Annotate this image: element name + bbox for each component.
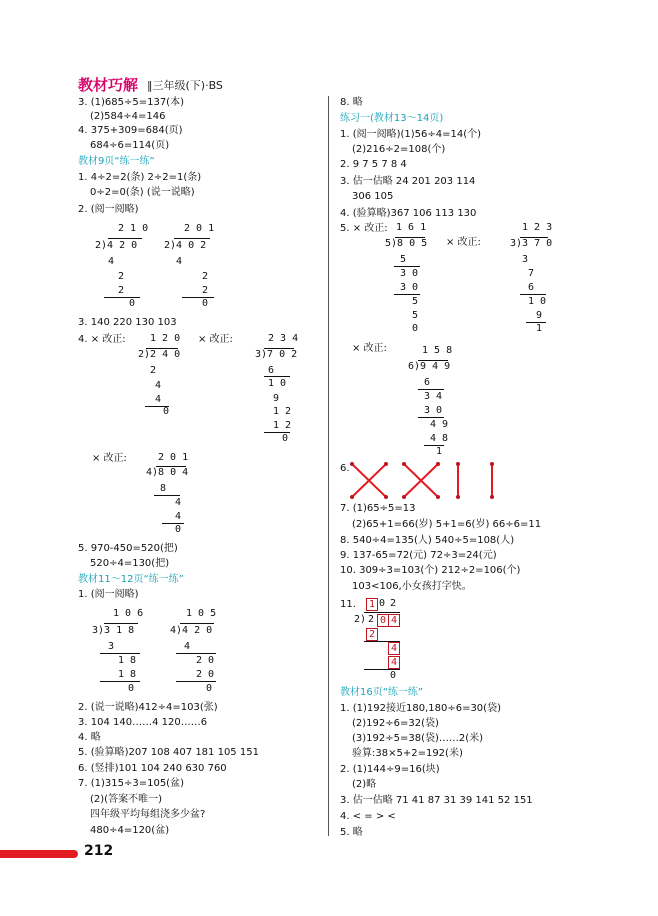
cross-figure-1 [350, 462, 388, 499]
step: 6 [268, 365, 275, 376]
step: 4 [176, 256, 183, 267]
rule [154, 495, 180, 496]
right-line-23: 3. 估一估略 71 41 87 31 39 141 52 151 [340, 795, 533, 806]
step: 3 [108, 641, 115, 652]
rule [520, 294, 546, 295]
section-heading-p11: 教材11～12页“练一练” [78, 574, 184, 585]
division-bar [104, 623, 138, 624]
step: 1 0 [528, 296, 547, 307]
remainder: 1 [536, 323, 543, 334]
rule [418, 417, 444, 418]
division-bar [174, 238, 210, 239]
step: 4 [108, 256, 115, 267]
cross-figure-2 [402, 462, 440, 499]
left-line-18: 7. (1)315÷3=105(盆) [78, 778, 184, 789]
remainder: 0 [175, 524, 182, 535]
left-line-13: 2. (说一说略)412÷4=103(张) [78, 702, 218, 713]
step: 2 [202, 285, 209, 296]
dividend: 3)3 7 0 [510, 238, 553, 249]
step: 4 [175, 511, 182, 522]
page-number: 212 [84, 843, 114, 859]
rule [100, 653, 140, 654]
quotient: 1 2 3 [522, 222, 553, 233]
quotient: 1 0 6 [113, 608, 144, 619]
right-line-16: 11. [340, 599, 356, 610]
step: 7 [528, 268, 535, 279]
wrong-mark-2: × 改正: [198, 334, 233, 345]
step: 4 [155, 394, 162, 405]
left-line-19: (2)(答案不唯一) [90, 794, 162, 805]
right-line-11: (2)65+1=66(岁) 5+1=6(岁) 66÷6=11 [352, 519, 542, 530]
step: 5 [400, 254, 407, 265]
remainder: 1 [436, 446, 443, 457]
step: 1 8 [118, 669, 137, 680]
step: 3 4 [424, 391, 443, 402]
left-line-11: 520÷4=130(把) [90, 558, 170, 569]
step: 1 2 [273, 406, 292, 417]
step: 2 0 [196, 655, 215, 666]
dividend: 4)4 2 0 [170, 625, 213, 636]
right-line-25: 5. 略 [340, 827, 363, 838]
column-divider [328, 96, 329, 836]
step: 4 [175, 497, 182, 508]
left-line-10: 5. 970-450=520(把) [78, 543, 178, 554]
quotient: 2 3 4 [268, 333, 299, 344]
left-line-9: 4. × 改正: [78, 334, 126, 345]
step: 3 0 [424, 405, 443, 416]
division-bar [364, 612, 400, 613]
rule [394, 294, 420, 295]
filled-digit: 1 [366, 598, 378, 611]
book-title: 教材巧解 [78, 76, 139, 94]
step: 1 8 [118, 655, 137, 666]
filled-digit: 2 [366, 628, 378, 641]
dividend: 3)3 1 8 [92, 625, 135, 636]
left-line-12: 1. (阅一阅略) [78, 589, 139, 600]
step: 9 [273, 393, 280, 404]
remainder: 0 [206, 683, 213, 694]
step: 6 [528, 282, 535, 293]
line-drawing-figures [346, 460, 506, 502]
step: 3 0 [400, 268, 419, 279]
remainder: 0 [282, 433, 289, 444]
step: 4 9 [430, 419, 449, 430]
section-heading-p16: 教材16页“练一练” [340, 687, 424, 698]
step: 2 0 [196, 669, 215, 680]
quotient: 2 0 1 [158, 452, 189, 463]
left-line-1: 3. (1)685÷5=137(本) [78, 97, 184, 108]
right-line-15: 103<106,小女孩打字快。 [352, 581, 472, 592]
remainder: 0 [163, 406, 170, 417]
rule [264, 376, 290, 377]
right-line-22: (2)略 [352, 779, 377, 790]
right-line-13: 9. 137-65=72(元) 72÷3=24(元) [340, 550, 497, 561]
right-line-24: 4. < = > < [340, 811, 396, 822]
right-line-3: (2)216÷2=108(个) [352, 144, 446, 155]
filled-digit: 4 [388, 656, 400, 669]
rule [176, 653, 216, 654]
step: 2 [202, 271, 209, 282]
right-line-19: (3)192÷5=38(袋)……2(米) [352, 733, 484, 744]
right-line-4: 2. 9 7 5 7 8 4 [340, 159, 407, 170]
wrong-mark-5b: × 改正: [446, 237, 481, 248]
step: 4 8 [430, 433, 449, 444]
quotient: 1 2 0 [150, 333, 181, 344]
remainder: 0 [202, 298, 209, 309]
left-line-20: 四年级平均每组浇多少盆? [90, 809, 206, 820]
left-line-8: 3. 140 220 130 103 [78, 317, 177, 328]
remainder: 0 [390, 670, 397, 681]
rule [394, 266, 420, 267]
step: 4 [184, 641, 191, 652]
right-line-1: 8. 略 [340, 97, 363, 108]
left-line-5: 1. 4÷2=2(条) 2÷2=1(条) [78, 172, 202, 183]
dividend: 5)8 0 5 [385, 238, 428, 249]
step: 3 0 [400, 282, 419, 293]
dividend: 4)8 0 4 [146, 467, 189, 478]
dividend: 3)7 0 2 [255, 349, 298, 360]
dividend: 2)4 2 0 [95, 240, 138, 251]
footer-accent-bar [0, 850, 78, 858]
quotient: 2 0 1 [184, 223, 215, 234]
left-line-6: 0÷2=0(条) (说一说略) [90, 187, 195, 198]
division-bar [180, 623, 214, 624]
step: 3 [522, 254, 529, 265]
right-line-20: 验算:38×5+2=192(米) [352, 748, 463, 759]
division-bar [108, 238, 142, 239]
right-line-17: 1. (1)192接近180,180÷6=30(袋) [340, 703, 501, 714]
right-line-6: 306 105 [352, 191, 394, 202]
step: 8 [160, 483, 167, 494]
step: 2 [118, 285, 125, 296]
right-line-5: 3. 估一估略 24 201 203 114 [340, 176, 476, 187]
right-line-12: 8. 540÷4=135(人) 540÷5=108(人) [340, 535, 515, 546]
digit: 2 [368, 614, 375, 625]
right-line-10: 7. (1)65÷5=13 [340, 503, 416, 514]
left-line-15: 4. 略 [78, 732, 101, 743]
step: 9 [536, 310, 543, 321]
digit: 2 [390, 598, 397, 609]
digit: 0 [379, 598, 386, 609]
quotient: 1 0 5 [186, 608, 217, 619]
right-line-9: 6. [340, 463, 350, 474]
filled-digit: 4 [388, 614, 400, 627]
dividend: 2)2 4 0 [138, 349, 181, 360]
divisor: 2) [354, 614, 367, 625]
rule [418, 389, 444, 390]
section-heading-p9: 教材9页“练一练” [78, 156, 155, 167]
filled-digit: 0 [377, 614, 389, 627]
step: 5 [412, 310, 419, 321]
left-line-3: 4. 375+309=684(页) [78, 125, 183, 136]
remainder: 0 [412, 323, 419, 334]
right-line-2: 1. (阅一阅略)(1)56÷4=14(个) [340, 129, 482, 140]
step: 2 [118, 271, 125, 282]
rule [100, 681, 140, 682]
left-line-17: 6. (竖排)101 104 240 630 760 [78, 763, 227, 774]
dividend: 2)4 0 2 [164, 240, 207, 251]
section-heading-exercise1: 练习一(教材13～14页) [340, 113, 444, 124]
filled-digit: 4 [388, 642, 400, 655]
quotient: 1 6 1 [396, 222, 427, 233]
left-line-21: 480÷4=120(盆) [90, 825, 170, 836]
right-line-7: 4. (验算略)367 106 113 130 [340, 208, 477, 219]
quotient: 1 5 8 [422, 345, 453, 356]
left-line-14: 3. 104 140……4 120……6 [78, 717, 208, 728]
wrong-mark-6: × 改正: [352, 343, 387, 354]
remainder: 0 [128, 683, 135, 694]
step: 1 2 [273, 420, 292, 431]
right-line-8: 5. × 改正: [340, 223, 388, 234]
book-subtitle: ‖三年级(下)·BS [147, 79, 223, 92]
right-line-18: (2)192÷6=32(袋) [352, 718, 439, 729]
step: 1 0 [268, 378, 287, 389]
rule [182, 297, 214, 298]
step: 4 [155, 380, 162, 391]
right-line-14: 10. 309÷3=103(个) 212÷2=106(个) [340, 565, 521, 576]
left-line-2: (2)584÷4=146 [90, 111, 166, 122]
parallel-figure [456, 462, 494, 499]
remainder: 0 [129, 298, 136, 309]
wrong-mark-3: × 改正: [92, 453, 127, 464]
dividend: 6)9 4 9 [408, 361, 451, 372]
left-line-4: 684÷6=114(页) [90, 140, 170, 151]
step: 6 [424, 377, 431, 388]
quotient: 2 1 0 [118, 223, 149, 234]
rule [176, 681, 216, 682]
left-line-7: 2. (阅一阅略) [78, 204, 139, 215]
step: 2 [150, 365, 157, 376]
step: 5 [412, 296, 419, 307]
right-line-21: 2. (1)144÷9=16(块) [340, 764, 440, 775]
left-line-16: 5. (验算略)207 108 407 181 105 151 [78, 747, 259, 758]
